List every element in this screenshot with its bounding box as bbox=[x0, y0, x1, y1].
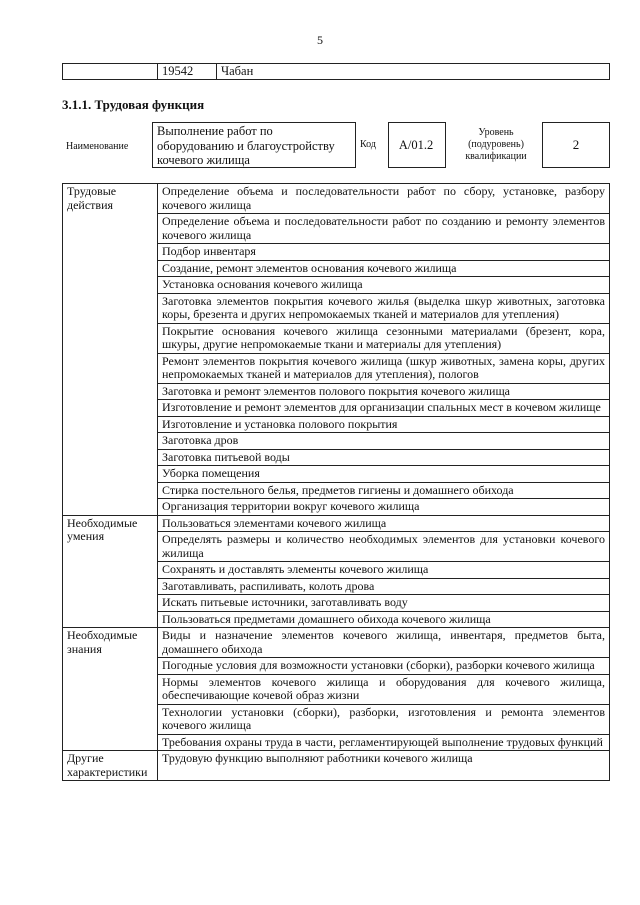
group-item: Трудовую функцию выполняют работники кочевого жилища bbox=[158, 751, 610, 781]
group-item: Изготовление и ремонт элементов для организации спальных мест в кочевом жилище bbox=[158, 400, 610, 417]
group-item: Виды и назначение элементов кочевого жилища, инвентаря, предметов быта, домашнего обихода bbox=[158, 628, 610, 658]
group-item: Покрытие основания кочевого жилища сезонными материалами (брезент, кора, шкуры, другие непромокаемые ткани и материалы для утепления) bbox=[158, 323, 610, 353]
group-item: Изготовление и установка полового покрытия bbox=[158, 416, 610, 433]
occupation-title: Чабан bbox=[217, 64, 610, 80]
group-item: Организация территории вокруг кочевого жилища bbox=[158, 499, 610, 516]
group-item: Пользоваться предметами домашнего обихода кочевого жилища bbox=[158, 611, 610, 628]
group-item: Заготовка питьевой воды bbox=[158, 449, 610, 466]
group-item: Создание, ремонт элементов основания кочевого жилища bbox=[158, 260, 610, 277]
table-row bbox=[63, 628, 610, 658]
group-item: Уборка помещения bbox=[158, 466, 610, 483]
group-label: Другие характеристики bbox=[63, 751, 158, 781]
group-item: Определение объема и последовательности работ по сбору, установке, разбору кочевого жилища bbox=[158, 184, 610, 214]
name-value: Выполнение работ по оборудованию и благоустройству кочевого жилища bbox=[152, 122, 356, 168]
page-number: 5 bbox=[317, 33, 323, 47]
group-item: Пользоваться элементами кочевого жилища bbox=[158, 515, 610, 532]
name-label: Наименование bbox=[66, 141, 129, 152]
empty-cell bbox=[63, 64, 158, 80]
function-meta bbox=[62, 122, 610, 168]
group-label: Необходимые знания bbox=[63, 628, 158, 751]
group-item: Установка основания кочевого жилища bbox=[158, 277, 610, 294]
group-item: Искать питьевые источники, заготавливать воду bbox=[158, 595, 610, 612]
section-title: 3.1.1. Трудовая функция bbox=[62, 97, 205, 112]
group-item: Сохранять и доставлять элементы кочевого жилища bbox=[158, 562, 610, 579]
function-details-table bbox=[62, 183, 610, 781]
group-item: Определение объема и последовательности работ по созданию и ремонту элементов кочевого жилища bbox=[158, 214, 610, 244]
group-item: Заготовка элементов покрытия кочевого жилья (выделка шкур животных, заготовка коры, брезента и других непромокаемых тканей и материалов для утепления) bbox=[158, 293, 610, 323]
level-label: Уровень (подуровень) квалификации bbox=[465, 127, 527, 162]
group-item: Заготовка и ремонт элементов полового покрытия кочевого жилища bbox=[158, 383, 610, 400]
group-item: Технологии установки (сборки), разборки, изготовления и ремонта элементов кочевого жилища bbox=[158, 704, 610, 734]
group-item: Ремонт элементов покрытия кочевого жилища (шкур животных, замена коры, других непромокаемых тканей и материалов для утепления), пологов bbox=[158, 353, 610, 383]
group-item: Заготовка дров bbox=[158, 433, 610, 450]
table-row bbox=[63, 515, 610, 532]
occupation-code-table bbox=[62, 63, 610, 80]
group-label: Трудовые действия bbox=[63, 184, 158, 516]
group-item: Стирка постельного белья, предметов гигиены и домашнего обихода bbox=[158, 482, 610, 499]
level-value: 2 bbox=[542, 122, 610, 168]
group-item: Требования охраны труда в части, регламентирующей выполнение трудовых функций bbox=[158, 734, 610, 751]
code-label: Код bbox=[360, 139, 376, 150]
group-item: Заготавливать, распиливать, колоть дрова bbox=[158, 578, 610, 595]
code-value: A/01.2 bbox=[398, 138, 434, 152]
table-row bbox=[63, 751, 610, 781]
group-item: Погодные условия для возможности установки (сборки), разборки кочевого жилища bbox=[158, 658, 610, 675]
table-row bbox=[63, 184, 610, 214]
group-label: Необходимые умения bbox=[63, 515, 158, 628]
occupation-code: 19542 bbox=[158, 64, 217, 80]
group-item: Подбор инвентаря bbox=[158, 244, 610, 261]
group-item: Определять размеры и количество необходимых элементов для установки кочевого жилища bbox=[158, 532, 610, 562]
group-item: Нормы элементов кочевого жилища и оборудования для кочевого жилища, обеспечивающие кочевой образ жизни bbox=[158, 674, 610, 704]
